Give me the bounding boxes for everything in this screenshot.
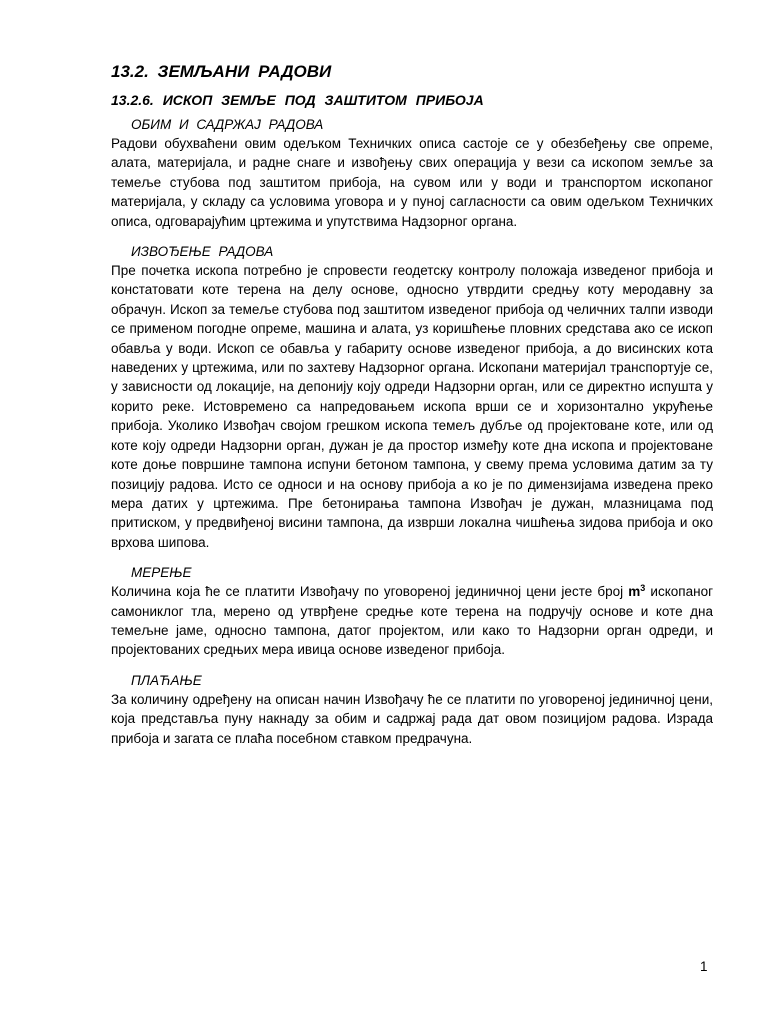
execution-heading: ИЗВОЂЕЊЕ РАДОВА <box>131 244 274 260</box>
document-page <box>111 60 713 748</box>
subsection-title: 13.2.6. ИСКОП ЗЕМЉЕ ПОД ЗАШТИТОМ ПРИБОЈА <box>111 92 484 108</box>
section-title: 13.2. ЗЕМЉАНИ РАДОВИ <box>111 62 332 81</box>
payment-heading: ПЛАЋАЊЕ <box>131 672 202 688</box>
measurement-text-after: ископаног самониклог тла, мерено од утврђене средње коте терена на подручју основе и коте дна темељне јаме, односно тампона, датог пројектом, или како то Надзорни орган одреди, и пројектованих средњих мера ивица основе изведеног прибоја. <box>111 584 713 658</box>
measurement-heading: МЕРЕЊЕ <box>131 565 192 581</box>
measurement-paragraph <box>111 582 713 660</box>
measurement-text-before: Количина која ће се платити Извођачу по уговореној јединичној цени јесте број <box>111 584 629 600</box>
scope-heading: ОБИМ И САДРЖАЈ РАДОВА <box>131 117 324 132</box>
scope-paragraph: Радови обухваћени овим одељком Техничких описа састоје се у обезбеђењу све опреме, алата, материјала, и радне снаге и извођењу свих операција у вези са ископом земље за темеље стубова под заштитом прибоја, на сувом или у води и транспортом ископаног материјала, у складу са условима уговора и у пуној сагласности са овим одељком Техничких описа, одговарајућим цртежима и упутствима Надзорног органа. <box>111 136 713 229</box>
payment-paragraph: За количину одређену на описан начин Извођачу ће се платити по уговореној јединичној цени, која представља пуну накнаду за обим и садржај рада дат овом позицијом радова. Израда прибоја и загата се плаћа посебном ставком предрачуна. <box>111 691 713 746</box>
unit-base: m <box>628 584 641 600</box>
unit-exponent: 3 <box>640 583 646 594</box>
unit-m3 <box>628 584 645 599</box>
page-number: 1 <box>700 959 708 974</box>
execution-paragraph: Пре почетка ископа потребно је спровести геодетску контролу положаја изведеног прибоја и констатовати коте терена на делу основе, односно утврдити средњу коту меродавну за обрачун. Ископ за темеље стубова под заштитом изведеног прибоја од челичних талпи изводи се применом погодне опреме, машина и алата, уз коришћење пловних средстава ако се ископ обавља у води. Ископ се обавља у габариту основе изведеног прибоја, а до висинских кота наведених у цртежима, или по захтеву Надзорног органа. Ископани материјал транспортује се, у зависности од локације, на депонију коју одреди Надзорни орган, или се директно испушта у корито реке. Истовремено са напредовањем ископа врши се и хоризонтално укрућење прибоја. Уколико Извођач својом грешком ископа темељ дубље од пројектоване коте, или од коте коју одреди Надзорни орган, дужан је да простор између коте дна ископа и пројектоване коте доње површине тампона испуни бетоном тампона, у свему према условима датим за ту позицију радова. Исто се односи и на основу прибоја а ко је по димензијама изведена преко мера датих у цртежима. Пре бетонирања тампона Извођач је дужан, млазницама под притиском, у предвиђеној висини тампона, да изврши локална чишћења зидова прибоја и око врхова шипова. <box>111 263 713 550</box>
